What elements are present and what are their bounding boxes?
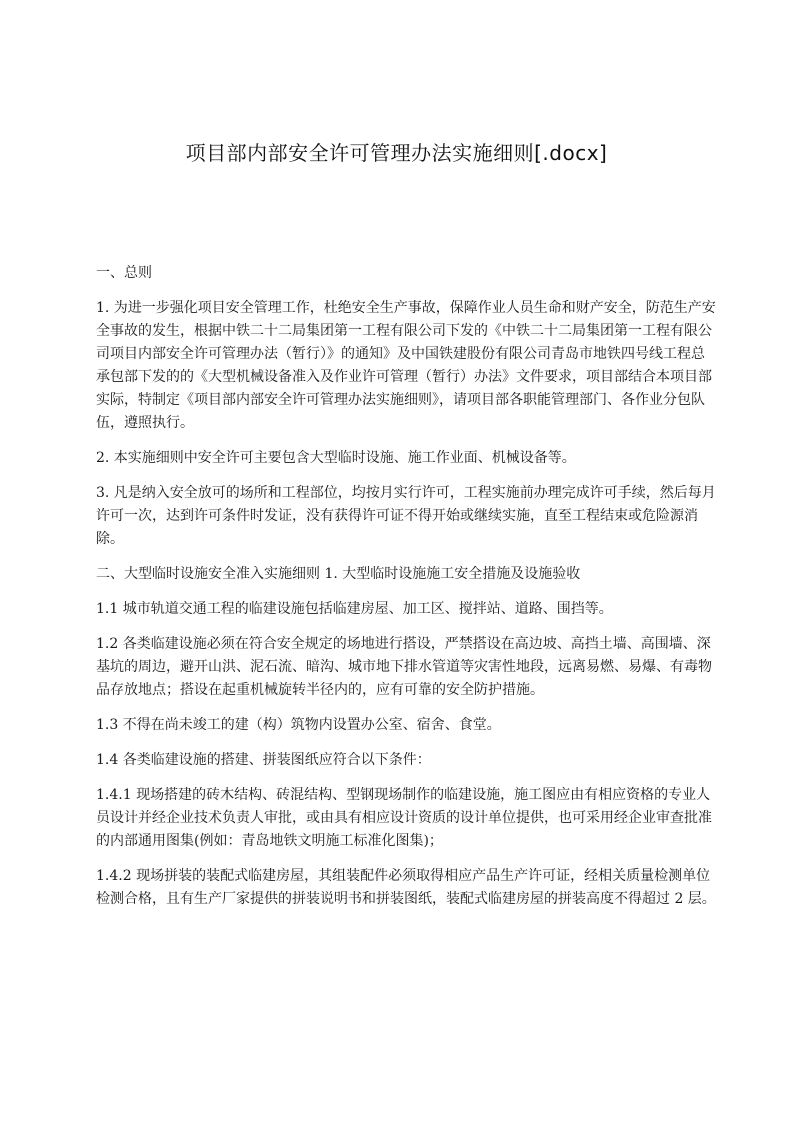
paragraph-2: 2. 本实施细则中安全许可主要包含大型临时设施、施工作业面、机械设备等。 [96, 450, 576, 466]
paragraph-1-4-1: 1.4.1 现场搭建的砖木结构、砖混结构、型钢现场制作的临建设施，施工图应由有相应资格的专业人员设计并经企业技术负责人审批，或由具有相应设计资质的设计单位提供，也可采用经企业审查批准的内部通用图集(例如：青岛地铁文明施工标准化图集)； [96, 787, 712, 849]
paragraph-1-4: 1.4 各类临建设施的搭建、拼装图纸应符合以下条件： [96, 752, 431, 768]
section-heading-general: 一、总则 [96, 265, 152, 281]
paragraph-1-4-2: 1.4.2 现场拼装的装配式临建房屋，其组装配件必须取得相应产品生产许可证，经相关质量检测单位检测合格，且有生产厂家提供的拼装说明书和拼装图纸，装配式临建房屋的拼装高度不得超过 2 层。 [96, 868, 716, 907]
paragraph-1-3: 1.3 不得在尚未竣工的建（构）筑物内设置办公室、宿舍、食堂。 [96, 717, 501, 733]
paragraph-1: 1. 为进一步强化项目安全管理工作，杜绝安全生产事故，保障作业人员生命和财产安全，防范生产安全事故的发生，根据中铁二十二局集团第一工程有限公司下发的《中铁二十二局集团第一工程有限公司项目内部安全许可管理办法（暂行）》的通知》及中国铁建股份有限公司青岛市地铁四号线工程总承包部下发的的《大型机械设备准入及作业许可管理（暂行）办法》文件要求，项目部结合本项目部实际，特制定《项目部内部安全许可管理办法实施细则》，请项目部各职能管理部门、各作业分包队伍，遵照执行。 [96, 300, 716, 431]
section-heading-temporary-facilities: 二、大型临时设施安全准入实施细则 1. 大型临时设施施工安全措施及设施验收 [96, 566, 581, 582]
paragraph-1-2: 1.2 各类临建设施必须在符合安全规定的场地进行搭设，严禁搭设在高边坡、高挡土墙、高围墙、深基坑的周边，避开山洪、泥石流、暗沟、城市地下排水管道等灾害性地段，远离易燃、易爆、有毒物品存放地点；搭设在起重机械旋转半径内的，应有可靠的安全防护措施。 [96, 636, 712, 698]
paragraph-3: 3. 凡是纳入安全放可的场所和工程部位，均按月实行许可，工程实施前办理完成许可手续，然后每月许可一次，达到许可条件时发证，没有获得许可证不得开始或继续实施，直至工程结束或危险源消除。 [96, 485, 716, 547]
document-body [96, 262, 716, 923]
document-title: 项目部内部安全许可管理办法实施细则[.docx] [185, 141, 608, 165]
paragraph-1-1: 1.1 城市轨道交通工程的临建设施包括临建房屋、加工区、搅拌站、道路、围挡等。 [96, 601, 613, 617]
